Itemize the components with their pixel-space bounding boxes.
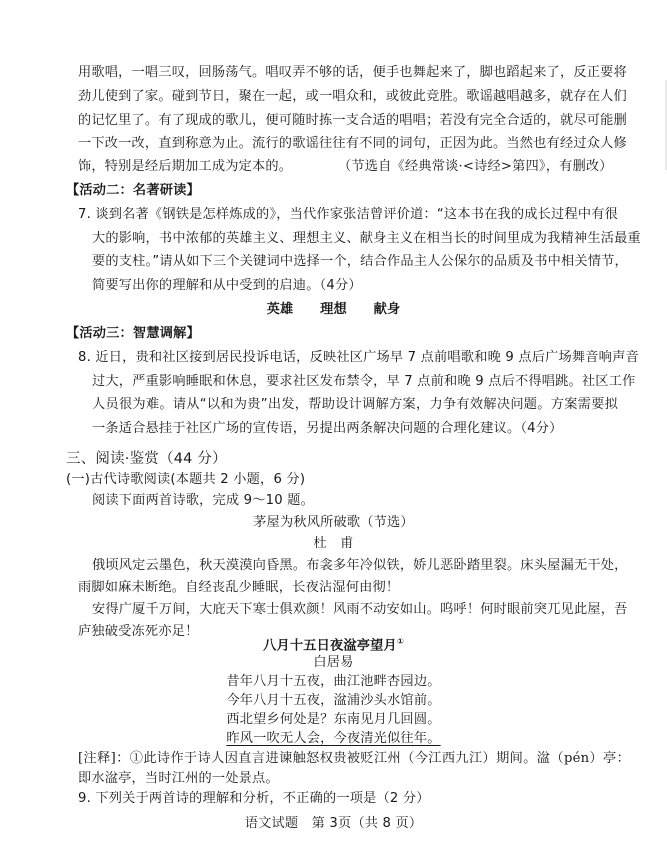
q8-line: 8. 近日，贵和社区接到居民投诉电话，反映社区广场早 7 点前唱歌和晚 9 点后广场舞音响声音 <box>78 350 639 365</box>
poem1-line: 庐独破受冻死亦足！ <box>78 624 199 639</box>
activity3-heading: 【活动三：智慧调解】 <box>66 326 200 341</box>
poem2-line-text: 昨风一吹无人会，今夜清光似往年。 <box>226 731 441 746</box>
q8-line: 过大，严重影响睡眠和休息，要求社区发布禁令，早 7 点前和晚 9 点后不得唱跳。社区工作 <box>92 374 636 389</box>
q7-line: 要的支柱。”请从如下三个关键词中选择一个，结合作品主人公保尔的品质及书中相关情节， <box>92 254 628 269</box>
poem2-author: 白居易 <box>313 655 354 670</box>
passage-line: 的记忆里了。有了现成的歌儿，便可随时拣一支合适的唱唱；若没有完全合适的，就尽可能删 <box>78 113 627 128</box>
q7-line: 7. 谈到名著《钢铁是怎样炼成的》，当代作家张洁曾评价道：“这本书在我的成长过程中有很 <box>78 207 618 222</box>
poem1-line: 雨脚如麻未断绝。自经丧乱少睡眠，长夜沾湿何由彻！ <box>78 580 400 595</box>
page-footer: 语文试题 第 3页（共 8 页） <box>244 816 423 831</box>
q8-line: 人员很为难。请从“以和为贵”出发，帮助设计调解方案，力争有效解决问题。方案需要拟 <box>92 397 618 412</box>
poem1-line: 安得广厦千万间，大庇天下寒士俱欢颜！风雨不动安如山。呜呼！何时眼前突兀见此屋，吾 <box>92 602 628 617</box>
section3-subheading: (一)古代诗歌阅读(本题共 2 小题，6 分) <box>66 472 306 487</box>
poem2-line: 今年八月十五夜，湓浦沙头水馆前。 <box>226 693 441 708</box>
passage-line: 饰，特别是经后期加工成为定本的。 <box>78 159 293 174</box>
annotation-line: 即水湓亭，当时江州的一处景点。 <box>78 771 279 786</box>
poem2-note-marker: ① <box>396 637 404 646</box>
passage-line: 劲儿使到了家。碰到节日，聚在一起，或一唱众和，或彼此竞胜。歌谣越唱越多，就存在人们 <box>78 89 627 104</box>
poem1-author: 杜 甫 <box>313 536 354 551</box>
q7-line: 大的影响，书中浓郁的英雄主义、理想主义、献身主义在相当长的时间里成为我精神生活最重 <box>92 231 641 246</box>
poem2-line-underlined <box>0 730 667 748</box>
poem2-line: 昔年八月十五夜，曲江池畔杏园边。 <box>226 674 441 689</box>
q8-line: 一条适合悬挂于社区广场的宣传语，另提出两条解决问题的合理化建议。（4分） <box>92 421 563 436</box>
activity2-heading: 【活动二：名著研读】 <box>66 183 200 198</box>
q7-keywords: 英雄 理想 献身 <box>266 302 401 317</box>
poem2-line: 西北望乡何处是？东南见月几回圆。 <box>226 712 441 727</box>
poem2-title <box>0 633 667 655</box>
section3-heading: 三、阅读·鉴赏（44 分） <box>66 451 227 467</box>
section3-instruction: 阅读下面两首诗歌，完成 9～10 题。 <box>92 493 314 508</box>
poem1-line: 俄顷风定云墨色，秋天漠漠向昏黑。布衾多年冷似铁，娇儿恶卧踏里裂。床头屋漏无干处， <box>92 558 628 573</box>
passage-line: 一下改一改，直到称意为止。流行的歌谣往往有不同的词句，正因为此。当然也有经过众人修 <box>78 136 627 151</box>
q9-question: 9. 下列关于两首诗的理解和分析，不正确的一项是（2 分） <box>78 791 430 806</box>
passage-line: 用歌唱，一唱三叹，回肠荡气。唱叹弄不够的话，便手也舞起来了，脚也蹈起来了，反正要将 <box>78 65 627 80</box>
q7-line: 简要写出你的理解和从中受到的启迪。（4分） <box>92 278 362 293</box>
poem1-title: 茅屋为秋风所破歌（节选） <box>253 515 414 530</box>
annotation-line: [注释]：①此诗作于诗人因直言进谏触怒权贵被贬江州（今江西九江）期间。湓（pén）亭： <box>78 751 630 766</box>
poem2-title-text: 八月十五日夜湓亭望月 <box>263 638 397 654</box>
passage-source: （节选自《经典常谈·<诗经>第四》，有删改） <box>338 159 613 174</box>
